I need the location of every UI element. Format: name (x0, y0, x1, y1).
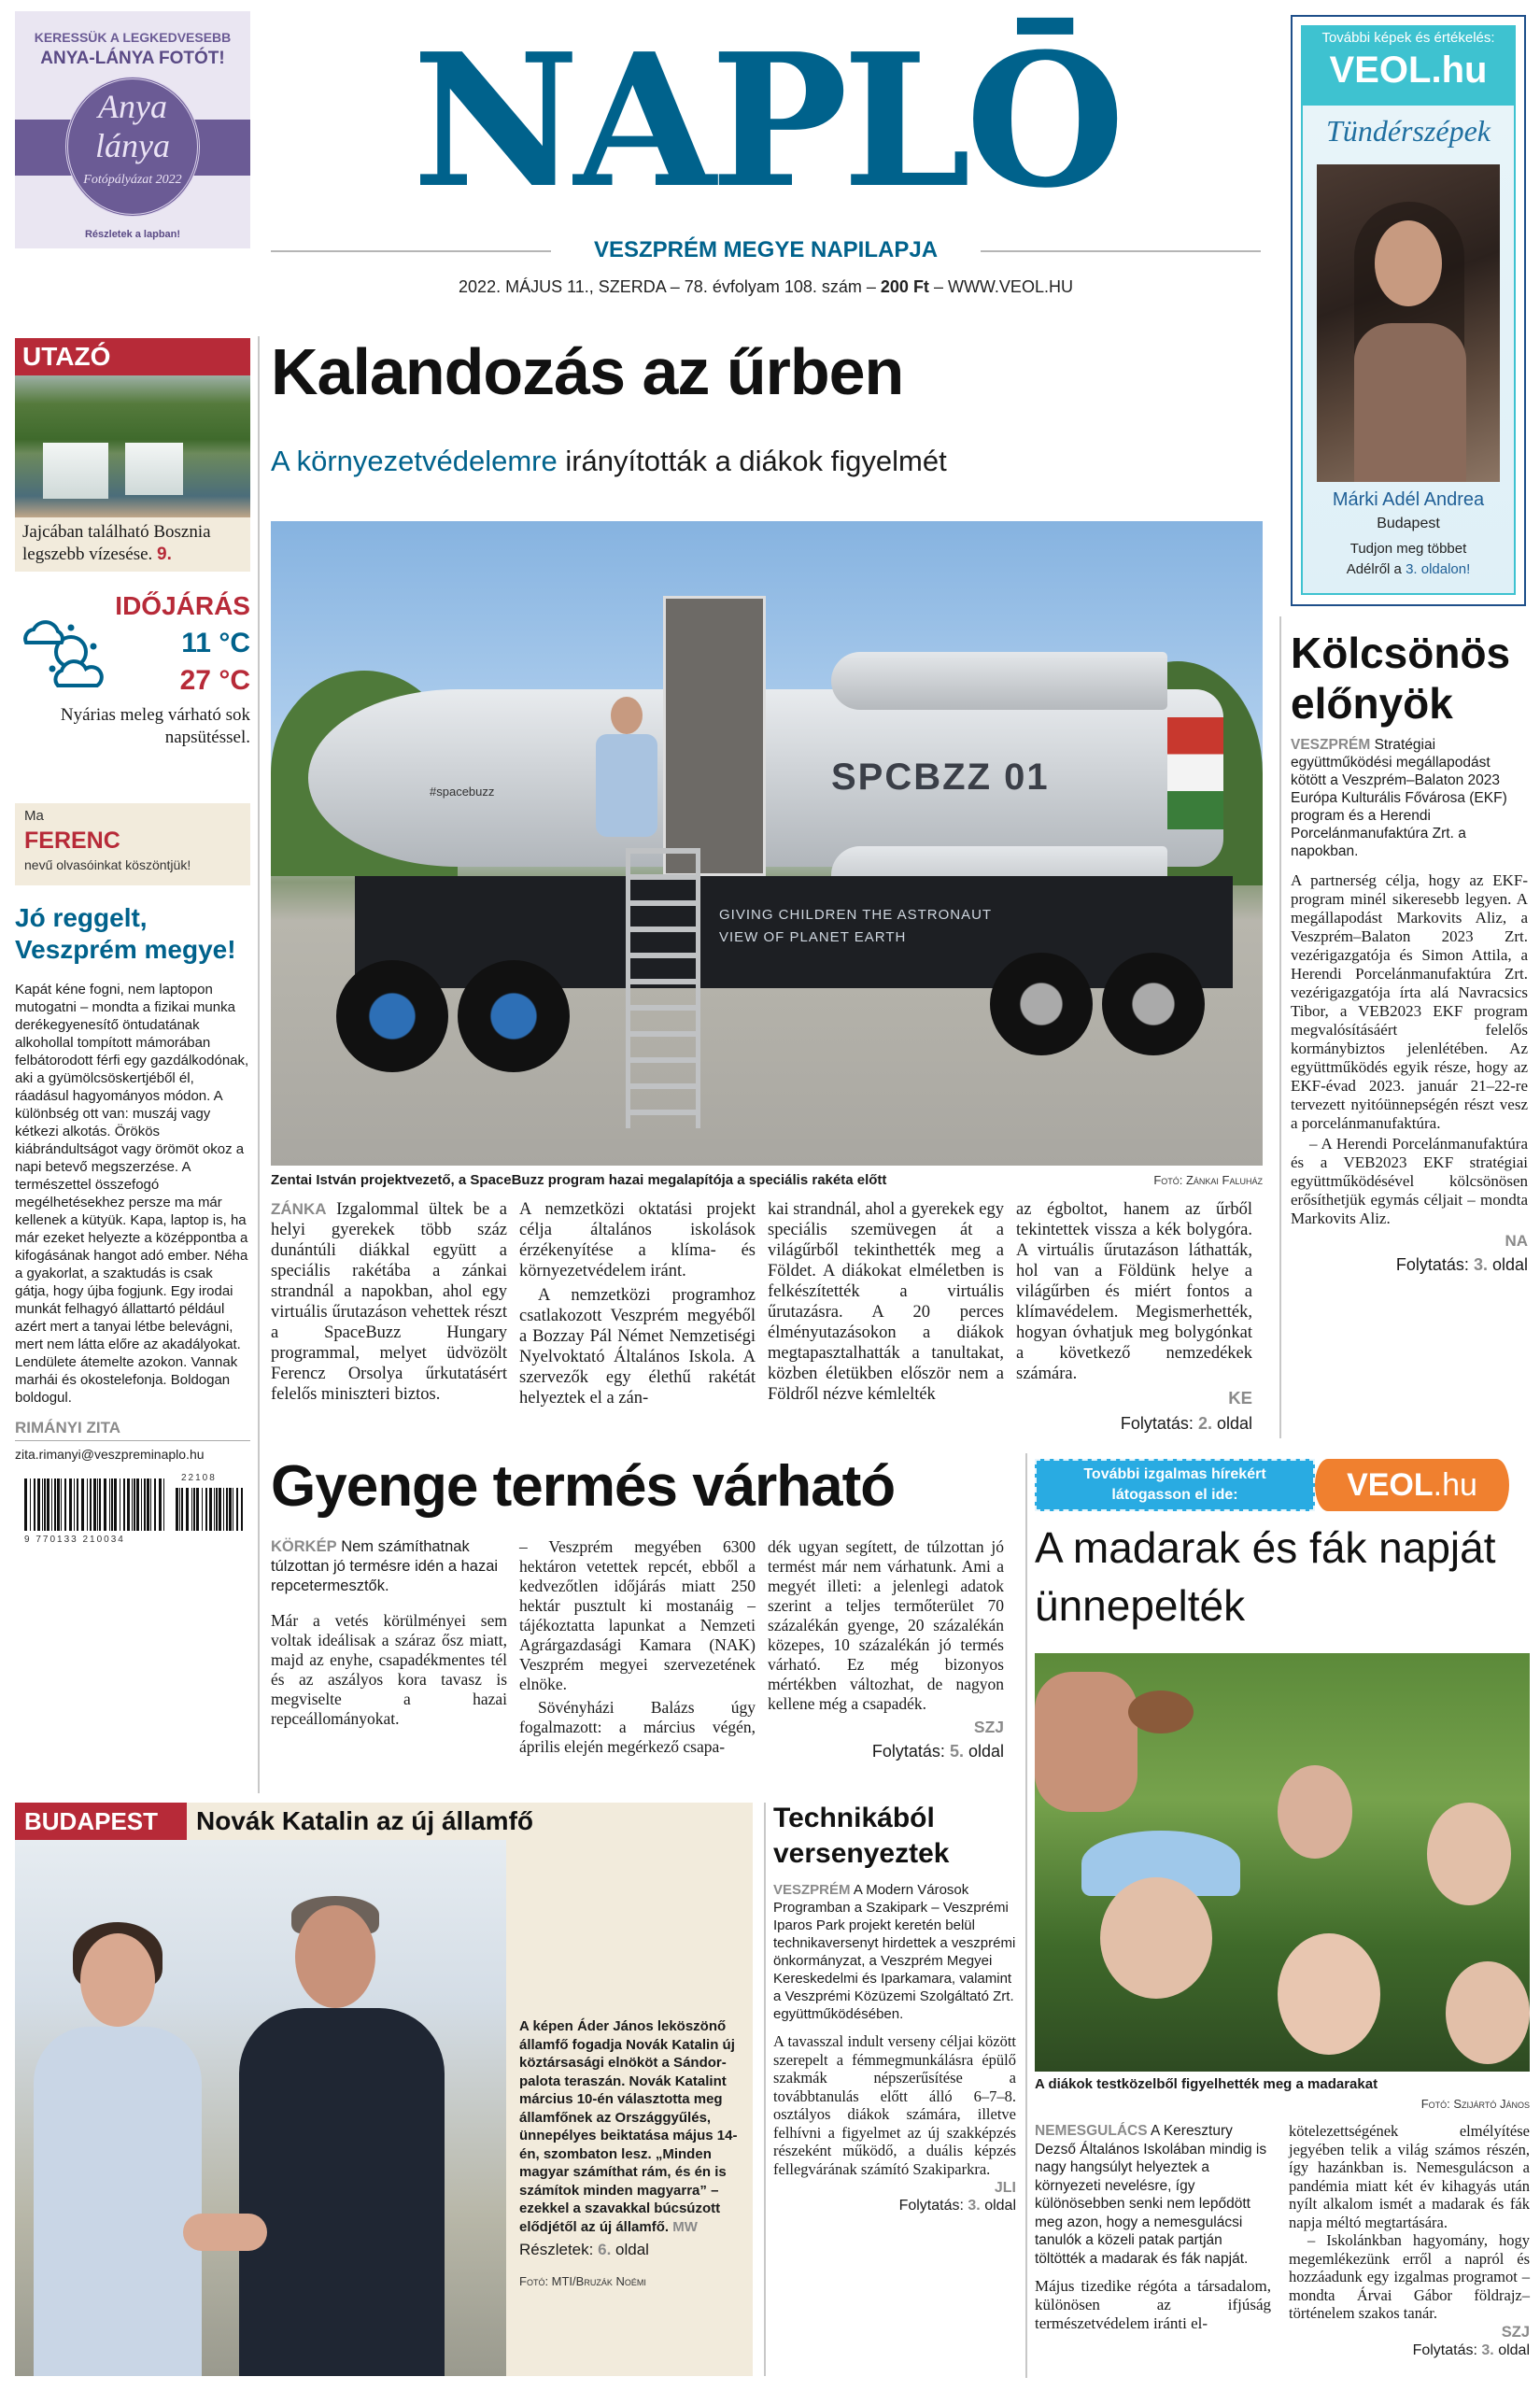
barcode-bar (141, 1478, 142, 1531)
bird-col1 (1035, 2122, 1271, 2333)
barcode-number: 9 770133 210034 (24, 1535, 125, 1545)
barcode-bar (236, 1488, 238, 1531)
lead-continued-suffix: oldal (1216, 1414, 1252, 1433)
right-signature: NA (1505, 1232, 1528, 1250)
wheel-4 (1102, 953, 1205, 1055)
veol-banner-brand (1315, 1464, 1509, 1506)
tech-lead (773, 1881, 1016, 2023)
veol-brand-bold: VEOL (1347, 1467, 1434, 1503)
column-block (15, 902, 250, 1549)
barcode-bar (24, 1478, 27, 1531)
barcode-bar (90, 1478, 92, 1531)
barcode-bar (191, 1488, 192, 1531)
barcode-bar (241, 1488, 243, 1531)
tech-lead-text: A Modern Városok Programban a Szakipark – Veszprémi Iparos Park projekt keretén belül technikaversenyt hirdettek a veszprémi önkormányzat, a Veszprém Megyei Kereskedelmi és Iparkamara, valamint a Veszprémi Közüzemi Szolgáltató Zrt. együttműködésében. (773, 1882, 1016, 2022)
barcode-bar (44, 1478, 46, 1531)
bird-continued-page: 3. (1481, 2342, 1494, 2358)
barcode-bar (114, 1478, 117, 1531)
veol-banner[interactable] (1035, 1459, 1530, 1511)
rocket-hatch (663, 596, 766, 876)
lead-rocket-photo[interactable] (271, 521, 1263, 1166)
barcode-bar (87, 1478, 88, 1531)
column-body: Kapát kéne fogni, nem laptopon mutogatni – mondta a fizikai munka derékegyenesítő öntudatának alkohollal tompított mámorában felbátorodott férfi egy gazdálkodónak, aki a gyümölcsöskertjéből él, ráadásul hagyományos módon. A különbség ott van: muszáj vagy kétkezi alkotás. Örökös kiábrándultságot vagy örömöt okoz a napi betevő megszerzése. A természettel összefogó megélhetésekhez persze ma már kellenek a kütyük. Kapa, laptop is, ha már ezeket helyezte a középpontba a kifogásának hangot adó ember. Néha a gyakorlat, a szaktudás is csak gátja, hogy újba fogjunk. Egy irodai munkát felhagyó állattartó például azért mert a tanyai létbe belevágni, mert nem látta előre az akadályokat. Lendülete átemelte azokon. Vannak marhái és okostelefonja. Boldogan boldogul. (15, 982, 249, 1406)
lead-col3: kai strandnál, ahol a gyerekek egy speciális szemüvegen át a világűrből tekinthették meg a Földet. A diákokat elméletben is felkészítették a virtuális űrutazásra. A 20 perces élményutazásokon a diákok megtapasztalhatták a tanultakat, közben életükben először nem a Földről nézve kémlelték (768, 1200, 1004, 1404)
column-email[interactable]: zita.rimanyi@veszpreminaplo.hu (15, 1447, 205, 1462)
right-story-block (1291, 628, 1528, 1275)
waterfall-left (43, 443, 108, 499)
tech-headline[interactable]: Technikából versenyeztek (773, 1803, 950, 1869)
rocket-tag: #spacebuzz (430, 785, 495, 799)
crop-lead (271, 1537, 507, 1596)
promo-portrait-photo (1317, 164, 1500, 482)
barcode-bar (209, 1488, 212, 1531)
photo-man-head (295, 1905, 375, 2008)
tech-continued-suffix: oldal (984, 2198, 1016, 2214)
weather-low: 11 °C (181, 628, 250, 658)
barcode-bar (134, 1478, 135, 1531)
crop-col3 (768, 1537, 1004, 1761)
lead-caption: Zentai István projektvezető, a SpaceBuzz program hazai megalapítója a speciális rakéta előtt (271, 1172, 887, 1188)
crop-signature: SZJ (973, 1718, 1004, 1736)
promo-person-name: Márki Adél Andrea (1332, 489, 1485, 510)
budapest-details[interactable] (519, 2240, 743, 2260)
nameday-box (15, 803, 250, 885)
right-continued[interactable] (1291, 1254, 1528, 1275)
right-body (1291, 871, 1528, 1228)
veol-banner-line2: látogasson el ide: (1111, 1487, 1238, 1503)
bird-lead (1035, 2122, 1271, 2268)
barcode-bar (61, 1478, 62, 1531)
barcode-bar (196, 1488, 199, 1531)
bird-caption: A diákok testközelből figyelhették meg a madarakat (1035, 2076, 1378, 2092)
promo-badge-word2: lánya (95, 127, 170, 164)
tech-block (773, 1801, 1016, 2215)
lead-col1-text: Izgalommal ültek be a helyi gyerekek több száz dunántúli diákkal együtt a speciális rakétába a zánkai strandnál a napokban, ahol egy virtuális űrutazáson vehettek részt a SpaceBuzz Hungary programmal, melyet üdvözölt Ferencz Orsolya űrkutatásért felelős miniszteri biztos. (271, 1200, 507, 1404)
tech-body-text: A tavasszal indult verseny céljai között szerepelt a fémmegmunkálásra épülő szakmák népszerűsítése a továbbtanulás előtt álló 6–7–8. osztályos diákok számára, illetve felhívni a figyelmet az új szakképzés részeként működő, a duális képzés fellegvárának számító Szakiparkra. (773, 2032, 1016, 2178)
partly-cloudy-icon (17, 609, 106, 698)
promo-cta-line2 (1301, 560, 1516, 579)
tech-kicker: VESZPRÉM (773, 1882, 851, 1898)
crop-col2 (519, 1537, 756, 1757)
barcode-bar (159, 1478, 162, 1531)
barcode-bars-main (24, 1478, 164, 1531)
budapest-caption-block (519, 2017, 743, 2290)
bird-signature-line (1289, 2323, 1530, 2342)
waterfall-right (125, 443, 183, 495)
tech-column-divider (764, 1803, 766, 2376)
barcode-bar (229, 1488, 232, 1531)
lead-deck (271, 443, 1270, 480)
lead-deck-highlight: A környezetvédelemre (271, 445, 558, 477)
promo-top-text: További képek és értékelés: (1321, 30, 1495, 46)
promo-brand: VEOL.hu (1329, 50, 1488, 91)
promo-anya-lanya[interactable] (15, 11, 250, 248)
barcode-bar (179, 1488, 180, 1531)
right-column-divider (1279, 616, 1281, 1438)
photo-man-body (239, 2008, 445, 2376)
bird-photo[interactable] (1035, 1653, 1530, 2072)
promo-script-title: Tündérszépek (1326, 114, 1491, 148)
bird-photo-hand (1035, 1672, 1137, 1812)
tech-signature-line (773, 2178, 1016, 2197)
budapest-headline[interactable]: Novák Katalin az új államfő (196, 1806, 533, 1835)
budapest-photo[interactable] (15, 1840, 506, 2376)
tech-continued-label: Folytatás: (898, 2198, 964, 2214)
lead-headline[interactable]: Kalandozás az űrben (271, 335, 904, 408)
photo-handshake (183, 2214, 267, 2251)
bird-col2-p2: – Iskolánkban hagyomány, hogy megemlékezünk erről a napról és hozzáadunk egy izgalmas programot – mondta Árvai Gábor földrajz–történelem szakos tanár. (1289, 2231, 1530, 2322)
crop-continued-label: Folytatás: (871, 1742, 945, 1761)
barcode-bar (97, 1478, 98, 1531)
budapest-photo-credit: Fotó: MTI/Bruzák Noémi (519, 2274, 646, 2288)
masthead-rule-right (981, 250, 1261, 252)
travel-label[interactable]: UTAZÓ (15, 338, 250, 375)
budapest-section-label[interactable]: BUDAPEST (15, 1803, 187, 1840)
right-continued-page: 3. (1473, 1255, 1488, 1274)
crop-col2-p2: Sövényházi Balázs úgy fogalmazott: a március végén, április elején megérkező csapa- (519, 1698, 756, 1756)
promo-cta-line1: Tudjon meg többet (1349, 541, 1467, 557)
barcode-bar (57, 1478, 60, 1531)
crop-col1 (271, 1537, 507, 1729)
weather-high: 27 °C (179, 665, 250, 696)
promo-footer: Részletek a lapban! (84, 229, 181, 240)
lead-col1 (271, 1199, 507, 1405)
budapest-signature: MW (672, 2218, 698, 2235)
budapest-details-suffix: oldal (615, 2241, 649, 2258)
tech-continued-page: 3. (968, 2198, 981, 2214)
barcode-bar (37, 1478, 40, 1531)
crop-col1-text: Már a vetés körülményei sem voltak ideálisak a száraz ősz miatt, majd az enyhe, csapadékmentes tél és az aszályos kora tavasz is megviselte a hazai repceállományokat. (271, 1611, 507, 1728)
budapest-details-page: 6. (598, 2241, 612, 2258)
crop-headline[interactable]: Gyenge termés várható (271, 1454, 896, 1519)
barcode-bar (93, 1478, 96, 1531)
promo-badge-word1: Anya (98, 88, 167, 125)
barcode-bar (163, 1478, 164, 1531)
masthead-rule-left (271, 250, 551, 252)
lead-col2 (519, 1199, 756, 1408)
barcode (24, 1473, 248, 1549)
bird-photo-child1 (1100, 1877, 1212, 1999)
bird-column-divider (1025, 1453, 1027, 2378)
nameday-name: FERENC (24, 828, 120, 854)
bird-col2 (1289, 2122, 1530, 2360)
photo-woman-head (80, 1933, 155, 2027)
wheel-3 (990, 953, 1093, 1055)
travel-waterfall-photo[interactable] (15, 375, 250, 517)
barcode-bars-addon (176, 1488, 243, 1531)
bird-col2-p1: kötelezettségének elmélyítése jegyében telik a világ számos részén, így hazánkban is. Nemesgulácson a pandémia miatt két év kihagyás után nyílt alkalom ismét a madarak és fák napja méltó megtartására. (1289, 2122, 1530, 2231)
lead-continued-label: Folytatás: (1120, 1414, 1194, 1433)
barcode-bar (81, 1478, 84, 1531)
crop-col3-text: dék ugyan segített, de túlzottan jó termést már nem várhatunk. Ami a megyét illeti: a jelenlegi adatok szerint a teljes termőterület 70 százalékán gyenge, 20 százalékán közepes, 10 százalékán jó termés várható. Ez még bizonyos mértékben változhat, de nagyon kellene még a csapadék. (768, 1537, 1004, 1713)
barcode-bar (30, 1478, 31, 1531)
masthead-subtitle: VESZPRÉM MEGYE NAPILAPJA (593, 237, 939, 262)
budapest-caption-text: A képen Áder János leköszönő államfő fogadja Novák Katalin új köztársasági elnököt a Sándor-palota teraszán. Novák Katalint március 10-én választotta meg államfőnek az Országgyűlés, ünnepélyes beiktatása május 14-én, szombaton lesz. „Minden magyar számíthat rám, és én is számítok minden magyarra” – ezekkel a szavakkal búcsúzott elődjétől az új államfő. (519, 2018, 738, 2235)
rocket-booster-top (831, 652, 1167, 710)
bird-continued-label: Folytatás: (1412, 2342, 1477, 2358)
column-title: Jó reggelt, Veszprém megye! (15, 903, 236, 964)
bird-photo-child4 (1278, 1933, 1380, 2055)
barcode-bar (109, 1478, 110, 1531)
trailer-text1: GIVING CHILDREN THE ASTRONAUT (719, 907, 993, 923)
promo-badge-sub: Fotópályázat 2022 (83, 173, 182, 187)
trailer-stairs (626, 848, 700, 1128)
tech-signature: JLI (994, 2180, 1016, 2196)
right-continued-label: Folytatás: (1395, 1255, 1469, 1274)
tech-body (773, 2032, 1016, 2178)
barcode-bar (104, 1478, 106, 1531)
barcode-bar (54, 1478, 56, 1531)
barcode-bar (226, 1488, 228, 1531)
travel-page[interactable]: 9. (157, 545, 172, 564)
lead-col2-p1: A nemzetközi oktatási projekt célja általános iskolások érzékenyítése a klíma- és környezetvédelem iránt. (519, 1200, 756, 1280)
right-p2: – A Herendi Porcelánmanufaktúra és a VEB2023 EKF stratégiai együttműködésével kölcsönösen erősíthetjük egymás céljait – mondta Markovits Aliz. (1291, 1135, 1528, 1227)
nameday-prefix: Ma (24, 808, 44, 824)
promo-person-city: Budapest (1377, 516, 1440, 531)
issue-line (271, 276, 1261, 297)
barcode-bar (150, 1478, 151, 1531)
lead-signature-line (1016, 1388, 1252, 1409)
barcode-bar (111, 1478, 113, 1531)
barcode-bar (181, 1488, 183, 1531)
budapest-caption (519, 2017, 743, 2236)
right-lead-text: Stratégiai együttműködési megállapodást kötött a Veszprém–Balaton 2023 Európa Kulturális Fővárosa (EKF) program és a Herendi Porcelánmanufaktúra Zrt. a napokban. (1291, 737, 1507, 859)
lead-col2-p2: A nemzetközi programhoz csatlakozott Veszprém megyéből a Bozzay Pál Német Nemzetiségi Nyelvoktató Általános Iskola. A szervezők egy élethű rakétát helyeztek el a zán- (519, 1286, 756, 1408)
barcode-bar (202, 1488, 203, 1531)
lead-continued-page: 2. (1197, 1414, 1212, 1433)
tech-continued[interactable] (773, 2197, 1016, 2215)
travel-caption-box (15, 517, 250, 572)
person-head (611, 697, 643, 734)
barcode-bar (136, 1478, 139, 1531)
portrait-face (1375, 220, 1442, 306)
barcode-bar (147, 1478, 149, 1531)
portrait-body (1354, 323, 1466, 482)
barcode-bar (64, 1478, 66, 1531)
barcode-bar (51, 1478, 52, 1531)
bird-lead-text: A Keresztury Dezső Általános Iskolában mindig is nagy hangsúlyt helyeztek a környezeti nevelésre, így különösebben senki nem lepődött meg azon, hogy a nemesgulácsi tanulók a közeli patak partján töltötték a madarak és fák napját. (1035, 2123, 1267, 2267)
bird-kicker: NEMESGULÁCS (1035, 2123, 1148, 2139)
crop-continued-suffix: oldal (968, 1742, 1004, 1761)
lead-col4 (1016, 1199, 1252, 1434)
barcode-bar (219, 1488, 221, 1531)
right-p1: A partnerség célja, hogy az EKF-program minél sikeresebb legyen. A megállapodást Markovits Aliz, a Veszprém–Balaton 2023 Zrt. vezérigazgatója és Simon Attila, a Herendi Porcelánmanufaktúra Zrt. vezérigazgatója írta alá Navracsics Tibor, a VEB2023 EKF program megvalósításáért felelős kormánybiztos jelenlétében. Az együttműködés egyik része, hogy az EKF-évad 2023. január 21–22-re tervezett nyitóünnepségén részt vesz a porcelánmanufaktúra. (1291, 871, 1528, 1132)
bird-col1-text: Május tizedike régóta a társadalom, különösen az ifjúság természetvédelem iránti el- (1035, 2277, 1271, 2332)
rocket-flag (1167, 717, 1223, 829)
barcode-bar (144, 1478, 146, 1531)
barcode-bar (127, 1478, 130, 1531)
crop-col2-p1: – Veszprém megyében 6300 hektáron vetettek repcét, ebből a kedvezőtlen időjárás miatt 250 hektár pusztult ki mostanáig – tájékoztatta lapunkat a Nemzeti Agrárgazdasági Kamara (NAK) Veszprém megyei szervezetének elnöke. (519, 1537, 756, 1693)
person-body (596, 734, 657, 837)
barcode-bar (223, 1488, 224, 1531)
wheel-2 (458, 960, 570, 1072)
weather-text: Nyárias meleg várható sok napsütéssel. (60, 705, 250, 747)
bird-continued-suffix: oldal (1498, 2342, 1530, 2358)
barcode-bar (193, 1488, 195, 1531)
budapest-details-label: Részletek: (519, 2241, 594, 2258)
column-author: RIMÁNYI ZITA (15, 1418, 250, 1441)
veol-banner-line1: További izgalmas hírekért (1083, 1466, 1266, 1482)
crop-lead-text: Nem számíthatnak túlzottan jó termésre idén a hazai repcetermesztők. (271, 1538, 499, 1594)
lead-signature: KE (1228, 1388, 1252, 1408)
barcode-bar (132, 1478, 133, 1531)
sidebar-divider (258, 336, 260, 1793)
barcode-bar (154, 1478, 156, 1531)
bird-photo-child3 (1427, 1803, 1511, 1905)
barcode-bar (74, 1478, 75, 1531)
rocket-body (308, 689, 1223, 867)
barcode-bar (77, 1478, 78, 1531)
bird-photo-child2 (1278, 1765, 1352, 1859)
bird-headline[interactable]: A madarak és fák napját ünnepelték (1035, 1523, 1496, 1630)
barcode-bar (186, 1488, 189, 1531)
bird-continued[interactable] (1289, 2341, 1530, 2360)
lead-kicker: ZÁNKA (271, 1200, 327, 1218)
nameday-suffix: nevű olvasóinkat köszöntjük! (24, 857, 191, 872)
barcode-bar (214, 1488, 215, 1531)
photo-woman-body (34, 2027, 202, 2376)
promo-line2: ANYA-LÁNYA FOTÓT! (40, 49, 225, 68)
lead-photo-credit: Fotó: Zánkai Faluház (1153, 1173, 1263, 1187)
masthead-title: NAPLŌ (412, 15, 1120, 228)
lead-col4-text: az égboltot, hanem az űrből tekintettek vissza a kék bolygóra. A virtuális űrutazáson láthatták, hol van a Földünk helye a világűrben és miért fontos a klímavédelem. Megismerhették, hogyan óvhatjuk meg bolygónkat a következő nemzedékek számára. (1016, 1200, 1252, 1383)
right-continued-suffix: oldal (1491, 1255, 1528, 1274)
bird-photo-bird (1128, 1691, 1194, 1733)
trailer-text2: VIEW OF PLANET EARTH (719, 929, 907, 945)
right-kicker: VESZPRÉM (1291, 737, 1371, 753)
bird-signature: SZJ (1501, 2323, 1530, 2341)
bird-photo-child5 (1446, 1961, 1530, 2064)
barcode-addon-number: 22108 (181, 1473, 217, 1483)
issue-website[interactable]: – WWW.VEOL.HU (928, 277, 1073, 296)
barcode-bar (47, 1478, 49, 1531)
promo-cta-link[interactable]: 3. oldalon! (1406, 561, 1471, 577)
crop-signature-line (768, 1718, 1004, 1737)
wheel-1 (336, 960, 448, 1072)
issue-price: 200 Ft (880, 277, 929, 296)
travel-caption: Jajcában található Bosznia legszebb vízesése. (22, 522, 211, 564)
barcode-bar (99, 1478, 101, 1531)
crop-continued[interactable] (768, 1741, 1004, 1761)
barcode-bar (69, 1478, 72, 1531)
promo-line1: KERESSÜK A LEGKEDVESEBB (34, 30, 232, 45)
rocket-text: SPCBZZ 01 (831, 757, 1050, 798)
bird-photo-credit: Fotó: Szijártó János (1420, 2097, 1530, 2111)
masthead-title-box (271, 15, 1261, 228)
barcode-bar (34, 1478, 35, 1531)
promo-cta-prefix: Adélről a (1346, 561, 1406, 577)
barcode-bar (176, 1488, 178, 1531)
lead-continued[interactable] (1016, 1413, 1252, 1434)
barcode-bar (205, 1488, 207, 1531)
crop-kicker: KÖRKÉP (271, 1538, 337, 1555)
weather-label: IDŐJÁRÁS (115, 591, 250, 620)
veol-brand-light: .hu (1433, 1467, 1477, 1503)
right-headline[interactable]: Kölcsönös előnyök (1291, 629, 1511, 728)
barcode-bar (123, 1478, 125, 1531)
right-signature-line (1291, 1232, 1528, 1251)
right-lead (1291, 736, 1528, 860)
crop-continued-page: 5. (949, 1742, 964, 1761)
barcode-bar (216, 1488, 218, 1531)
barcode-bar (42, 1478, 43, 1531)
lead-deck-rest: irányították a diákok figyelmét (557, 445, 947, 477)
issue-date: 2022. MÁJUS 11., SZERDA – 78. évfolyam 108. szám – (459, 277, 881, 296)
